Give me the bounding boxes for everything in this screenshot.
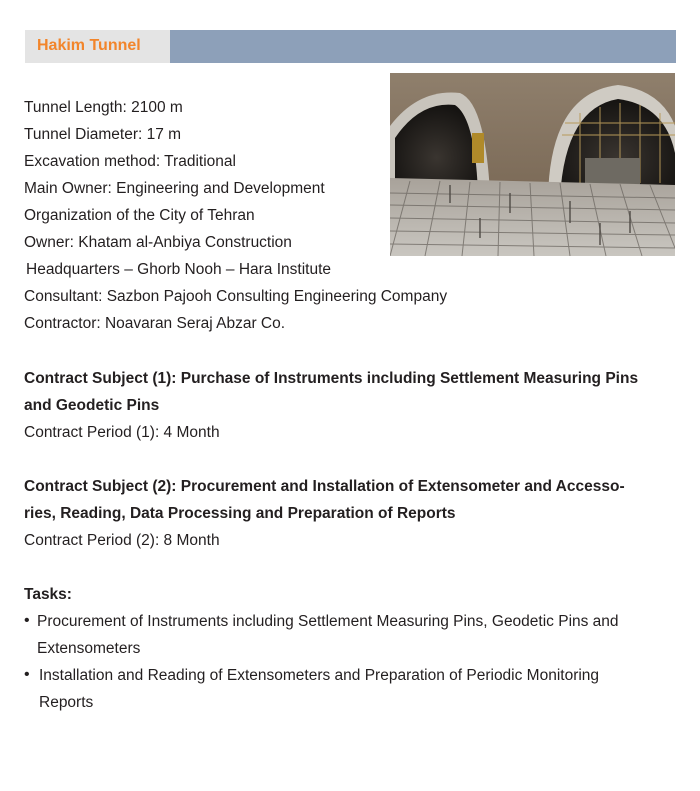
- task-item-2: Installation and Reading of Extensometers and Preparation of Periodic Monitoring: [39, 667, 600, 684]
- title-bar: [25, 30, 676, 63]
- tasks-heading: Tasks:: [24, 586, 72, 603]
- bullet-dot-icon: •: [24, 612, 30, 629]
- detail-tunnel-length: Tunnel Length: 2100 m: [24, 99, 183, 116]
- task-item-1-cont: Extensometers: [37, 640, 141, 657]
- tunnel-photo: [390, 73, 675, 256]
- contract2-period: Contract Period (2): 8 Month: [24, 532, 220, 549]
- detail-owner: Owner: Khatam al-Anbiya Construction: [24, 234, 292, 251]
- page-title: Hakim Tunnel: [25, 30, 170, 63]
- detail-main-owner-cont: Organization of the City of Tehran: [24, 207, 255, 224]
- contract1-subject: Contract Subject (1): Purchase of Instruments including Settlement Measuring Pins: [24, 370, 639, 387]
- task-item-2-cont: Reports: [39, 694, 94, 711]
- detail-tunnel-diameter: Tunnel Diameter: 17 m: [24, 126, 182, 143]
- detail-main-owner: Main Owner: Engineering and Development: [24, 180, 325, 197]
- bullet-dot-icon: •: [24, 666, 30, 683]
- detail-contractor: Contractor: Noavaran Seraj Abzar Co.: [24, 315, 286, 332]
- task-item-1: Procurement of Instruments including Settlement Measuring Pins, Geodetic Pins and: [37, 613, 619, 630]
- contract2-subject: Contract Subject (2): Procurement and Installation of Extensometer and Accesso-: [24, 478, 625, 495]
- contract1-subject-cont: and Geodetic Pins: [24, 397, 160, 414]
- detail-excavation-method: Excavation method: Traditional: [24, 153, 236, 170]
- contract1-period: Contract Period (1): 4 Month: [24, 424, 220, 441]
- detail-owner-cont: Headquarters – Ghorb Nooh – Hara Institute: [26, 261, 332, 278]
- detail-consultant: Consultant: Sazbon Pajooh Consulting Engineering Company: [24, 288, 448, 305]
- contract2-subject-cont: ries, Reading, Data Processing and Preparation of Reports: [24, 505, 456, 522]
